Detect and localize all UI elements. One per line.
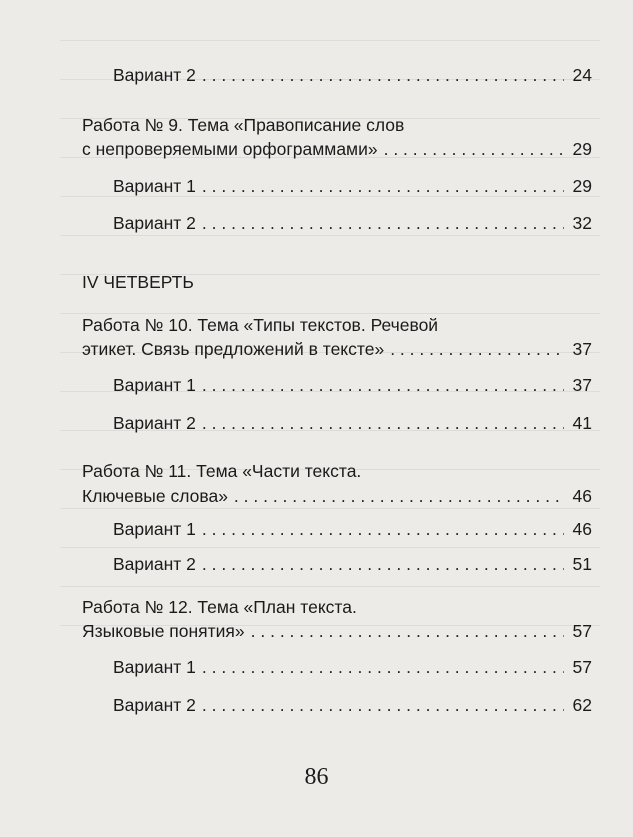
toc-entry-work-title[interactable]: Работа № 10. Тема «Типы текстов. Речевой [82,315,439,335]
entry-title: Вариант 2 [113,65,196,85]
toc-entry-work[interactable] [82,138,592,160]
toc-entry-work-title[interactable]: Работа № 12. Тема «План текста. [82,597,357,617]
entry-title: с непроверяемыми орфограммами» [82,139,378,159]
dot-leader [202,553,564,575]
section-heading: IV ЧЕТВЕРТЬ [82,272,194,292]
toc-entry-variant[interactable] [113,518,592,540]
toc-entry-work[interactable] [82,620,592,642]
entry-title: Ключевые слова» [82,486,228,506]
entry-page: 51 [572,554,592,574]
entry-title: Вариант 2 [113,213,196,233]
dot-leader [202,518,564,540]
dot-leader [390,338,564,360]
toc-entry-work[interactable] [82,485,592,507]
entry-title: Вариант 1 [113,176,196,196]
entry-page: 62 [572,695,592,715]
toc-entry-work-title[interactable]: Работа № 11. Тема «Части текста. [82,461,362,481]
entry-page: 29 [572,176,592,196]
entry-page: 46 [572,486,592,506]
toc-entry-variant[interactable] [113,694,592,716]
dot-leader [202,374,564,396]
entry-title: Вариант 2 [113,554,196,574]
toc-entry-variant[interactable] [113,212,592,234]
dot-leader [234,485,564,507]
entry-page: 37 [572,339,592,359]
dot-leader [202,175,564,197]
entry-page: 57 [572,621,592,641]
entry-page: 46 [572,519,592,539]
toc-entry-work-title[interactable]: Работа № 9. Тема «Правописание слов [82,115,405,135]
entry-page: 29 [572,139,592,159]
dot-leader [202,212,564,234]
entry-title: Вариант 2 [113,695,196,715]
entry-title: Вариант 1 [113,519,196,539]
toc-entry-variant[interactable] [113,64,592,86]
dot-leader [384,138,564,160]
toc-entry-variant[interactable] [113,553,592,575]
entry-page: 41 [572,413,592,433]
entry-page: 24 [572,65,592,85]
entry-title: Вариант 1 [113,657,196,677]
dot-leader [202,694,564,716]
toc-entry-variant[interactable] [113,374,592,396]
dot-leader [251,620,564,642]
page-number: 86 [304,764,329,790]
entry-title: этикет. Связь предложений в тексте» [82,339,385,359]
dot-leader [202,656,564,678]
dot-leader [202,64,564,86]
entry-page: 57 [572,657,592,677]
entry-page: 32 [572,213,592,233]
entry-title: Вариант 2 [113,413,196,433]
entry-page: 37 [572,375,592,395]
toc-entry-variant[interactable] [113,656,592,678]
toc-entry-work[interactable] [82,338,592,360]
entry-title: Вариант 1 [113,375,196,395]
toc-entry-variant[interactable] [113,412,592,434]
toc-entry-variant[interactable] [113,175,592,197]
entry-title: Языковые понятия» [82,621,245,641]
dot-leader [202,412,564,434]
